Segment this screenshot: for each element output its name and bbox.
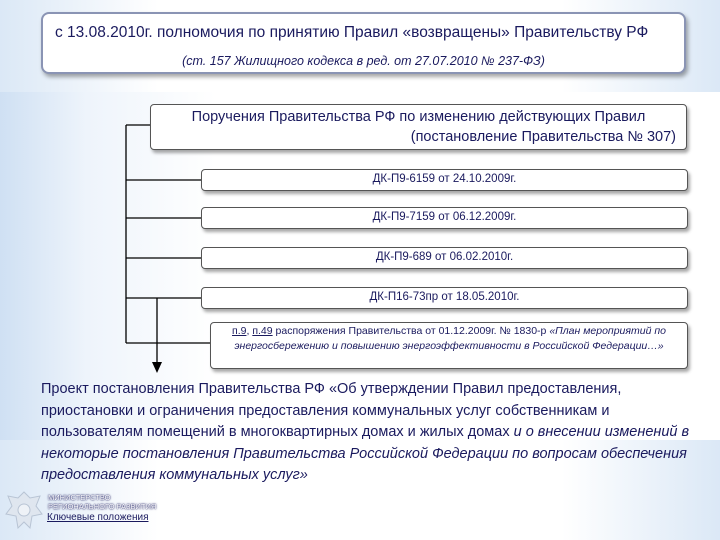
arrow-down-icon xyxy=(152,362,162,373)
key-points-link[interactable]: Ключевые положения xyxy=(47,512,149,523)
plan-link-p9[interactable]: п.9 xyxy=(232,325,247,337)
document-box xyxy=(201,247,688,269)
plan-link-p49[interactable]: п.49 xyxy=(252,325,273,337)
plan-text: распоряжения Правительства от 01.12.2009г. № 1830-р xyxy=(272,325,550,337)
document-label: ДК-П9-7159 от 06.12.2009г. xyxy=(372,211,517,223)
ministry-name xyxy=(48,493,156,511)
ministry-line-1: МИНИСТЕРСТВО xyxy=(48,493,111,502)
coat-of-arms-icon xyxy=(2,488,46,536)
plan-title: «План мероприятий по энергосбережению и повышению энергоэффективности в Российской Федерации…» xyxy=(234,325,666,352)
document-label: ДК-П9-689 от 06.02.2010г. xyxy=(375,251,514,263)
ministry-line-2: РЕГИОНАЛЬНОГО РАЗВИТИЯ xyxy=(48,502,157,511)
orders-subtitle: (постановление Правительства № 307) xyxy=(410,129,676,145)
project-resolution-text xyxy=(41,379,696,487)
document-box xyxy=(201,207,688,229)
header-title: с 13.08.2010г. полномочия по принятию Правил «возвращены» Правительству РФ xyxy=(55,24,649,41)
government-orders-box xyxy=(150,104,687,150)
project-italic-text: и о внесении изменений в некоторые постановления Правительства Российской Федерации по вопросам обеспечения предоставления коммунальных услуг» xyxy=(41,424,690,483)
document-box xyxy=(201,287,688,309)
document-box xyxy=(201,169,688,191)
plan-separator: , xyxy=(246,325,253,337)
document-label: ДК-П9-6159 от 24.10.2009г. xyxy=(372,173,517,185)
project-regular-text: Проект постановления Правительства РФ «Об утверждении Правил предоставления, приостановки и ограничения предоставления коммунальных услуг собственникам и пользователям помещений в многоквартирных домах и жилых домах xyxy=(41,381,622,440)
document-label: ДК-П16-73пр от 18.05.2010г. xyxy=(369,291,520,303)
energy-plan-box xyxy=(210,322,688,369)
header-reference: (ст. 157 Жилищного кодекса в ред. от 27.07.2010 № 237-ФЗ) xyxy=(182,54,545,68)
orders-title: Поручения Правительства РФ по изменению действующих Правил xyxy=(191,109,646,125)
